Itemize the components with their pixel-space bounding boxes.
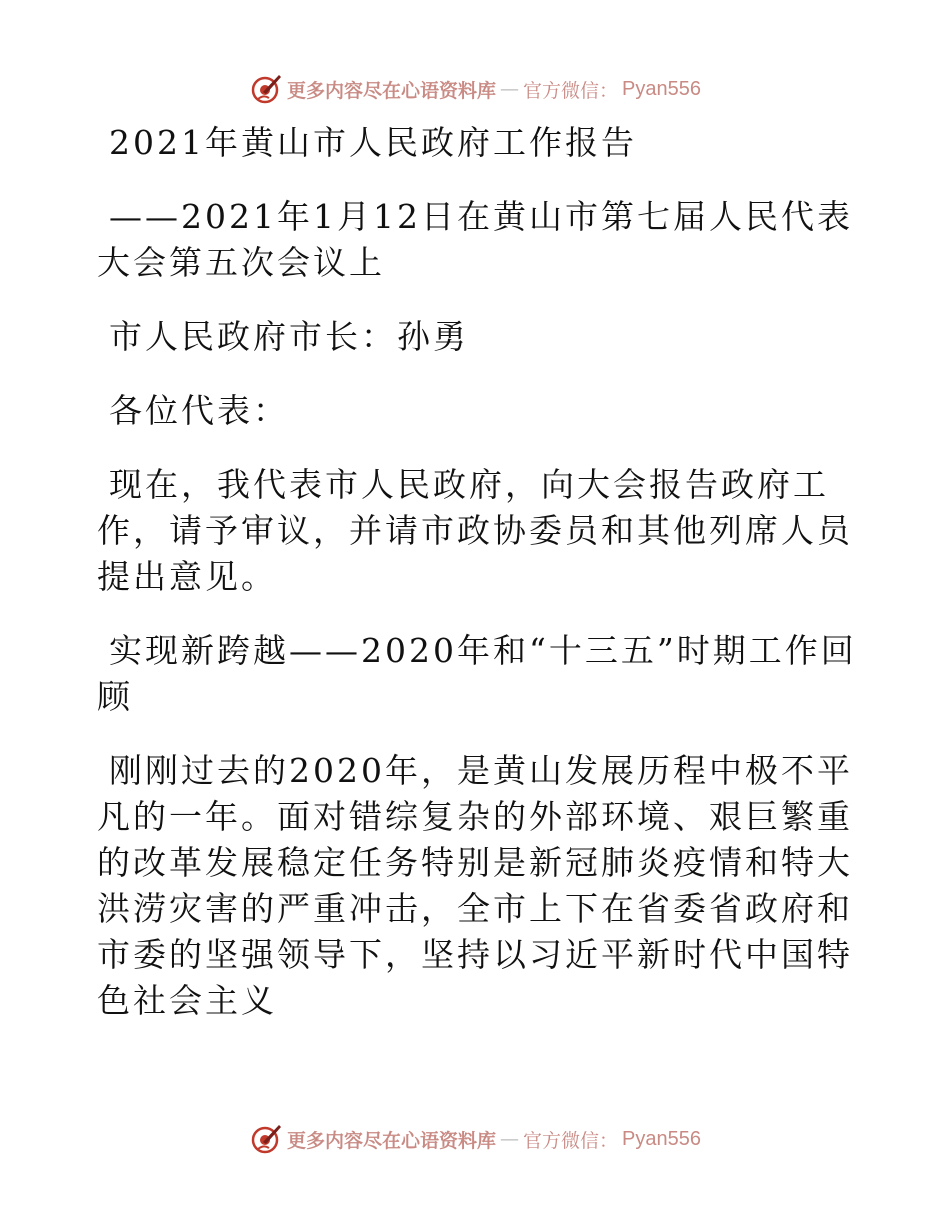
watermark-official-label: 官方微信： bbox=[523, 1129, 619, 1152]
watermark-wechat-id: Pyan556 bbox=[622, 1127, 701, 1150]
watermark-wechat-id: Pyan556 bbox=[622, 77, 701, 100]
document-speaker: 市人民政府市长：孙勇 bbox=[109, 317, 469, 356]
document-title: 2021年黄山市人民政府工作报告 bbox=[109, 123, 637, 162]
document-subtitle: ——2021年1月12日在黄山市第七届人民代表大会第五次会议上 bbox=[97, 197, 853, 282]
document-intro-paragraph: 现在，我代表市人民政府，向大会报告政府工作，请予审议，并请市政协委员和其他列席人员提出意见。 bbox=[97, 465, 853, 596]
document-body bbox=[97, 120, 857, 1052]
body-paragraph: 刚刚过去的2020年，是黄山发展历程中极不平凡的一年。面对错综复杂的外部环境、艰巨繁重的改革发展稳定任务特别是新冠肺炎疫情和特大洪涝灾害的严重冲击，全市上下在省委省政府和市委的坚强领导下，坚持以习近平新时代中国特色社会主义 bbox=[97, 751, 853, 1020]
footer-watermark bbox=[0, 1122, 950, 1156]
watermark-separator: — bbox=[500, 78, 520, 100]
watermark-site-text: 更多内容尽在心语资料库 bbox=[287, 1129, 497, 1152]
quill-seal-icon bbox=[249, 1122, 283, 1156]
section-heading: 实现新跨越——2020年和“十三五”时期工作回顾 bbox=[97, 631, 857, 716]
document-salutation: 各位代表： bbox=[109, 391, 289, 430]
watermark-site-text: 更多内容尽在心语资料库 bbox=[287, 79, 497, 102]
watermark-official-label: 官方微信： bbox=[523, 79, 619, 102]
watermark-separator: — bbox=[500, 1128, 520, 1150]
header-watermark bbox=[0, 72, 950, 106]
quill-seal-icon bbox=[249, 72, 283, 106]
